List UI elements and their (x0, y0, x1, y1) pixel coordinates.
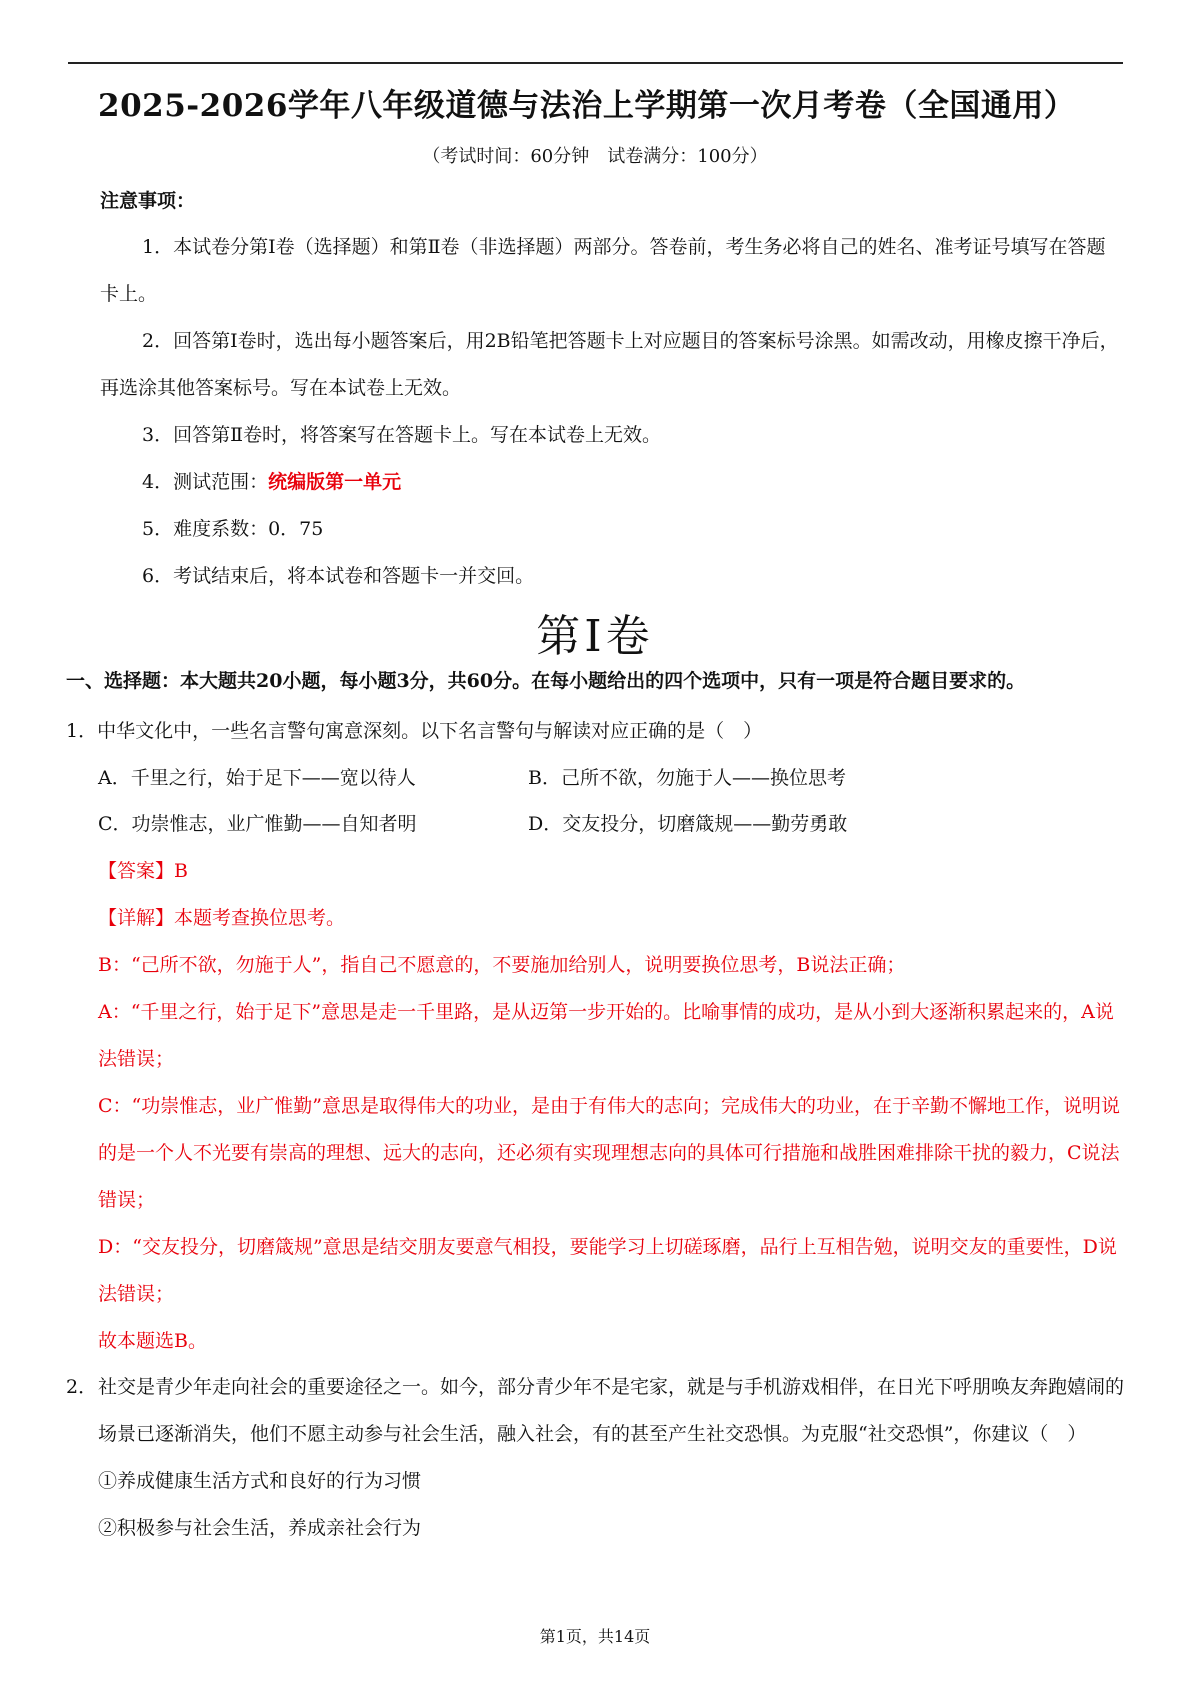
volume-heading: 第Ⅰ卷 (536, 611, 654, 662)
note-item: 6．考试结束后，将本试卷和答题卡一并交回。 (142, 565, 535, 587)
note-item: 5．难度系数：0．75 (142, 518, 324, 540)
scope-value: 统编版第一单元 (268, 471, 402, 493)
note-item: 2．回答第Ⅰ卷时，选出每小题答案后，用2B铅笔把答题卡上对应题目的答案标号涂黑。如需改动，用橡皮擦干净后，再选涂其他答案标号。写在本试卷上无效。 (100, 330, 1119, 399)
note-item: 1．本试卷分第Ⅰ卷（选择题）和第Ⅱ卷（非选择题）两部分。答卷前，考生务必将自己的姓名、准考证号填写在答题卡上。 (100, 236, 1106, 305)
page-footer: 第1页，共14页 (539, 1627, 651, 1646)
explanation-a: A：“千里之行，始于足下”意思是走一千里路，是从迈第一步开始的。比喻事情的成功，是从小到大逐渐积累起来的，A说法错误； (98, 1001, 1114, 1070)
note-item-scope (100, 459, 1123, 506)
explanation-c: C：“功崇惟志，业广惟勤”意思是取得伟大的功业，是由于有伟大的志向；完成伟大的功业，在于辛勤不懈地工作，说明说的是一个人不光要有崇高的理想、远大的志向，还必须有实现理想志向的具体可行措施和战胜困难排除干扰的毅力，C说法错误； (98, 1095, 1120, 1211)
question-1-stem: 1．中华文化中，一些名言警句寓意深刻。以下名言警句与解读对应正确的是（ ） (66, 720, 763, 742)
question-2 (66, 1364, 1126, 1552)
note-item: 3．回答第Ⅱ卷时，将答案写在答题卡上。写在本试卷上无效。 (142, 424, 662, 446)
option-b: B．己所不欲，勿施于人——换位思考 (528, 767, 846, 789)
answer-line: 【答案】B (98, 860, 188, 882)
top-rule (68, 62, 1123, 64)
explanation-b: B：“己所不欲，勿施于人”，指自己不愿意的，不要施加给别人，说明要换位思考，B说法正确； (98, 954, 906, 976)
question-2-number: 2． (66, 1376, 98, 1398)
scope-label: 4．测试范围： (142, 471, 269, 493)
choice-1: ①养成健康生活方式和良好的行为习惯 (98, 1470, 422, 1492)
option-d: D．交友投分，切磨箴规——勤劳勇敢 (528, 813, 848, 835)
page-title: 2025-2026学年八年级道德与法治上学期第一次月考卷（全国通用） (98, 88, 1076, 124)
exam-info: （考试时间：60分钟 试卷满分：100分） (422, 146, 768, 167)
notes-list (100, 224, 1123, 600)
question-1-options-row1 (98, 755, 1098, 802)
option-c: C．功崇惟志，业广惟勤——自知者明 (98, 813, 417, 835)
option-a: A．千里之行，始于足下——宽以待人 (98, 767, 416, 789)
explanation-d: D：“交友投分，切磨箴规”意思是结交朋友要意气相投，要能学习上切磋琢磨，品行上互相告勉，说明交友的重要性，D说法错误； (98, 1236, 1117, 1305)
section-heading: 一、选择题：本大题共20小题，每小题3分，共60分。在每小题给出的四个选项中，只有一项是符合题目要求的。 (66, 670, 1026, 692)
detail-line: 【详解】本题考查换位思考。 (98, 907, 346, 929)
question-2-stem: 社交是青少年走向社会的重要途径之一。如今，部分青少年不是宅家，就是与手机游戏相伴，在日光下呼朋唤友奔跑嬉闹的场景已逐渐消失，他们不愿主动参与社会生活，融入社会，有的甚至产生社交恐惧。为克服“社交恐惧”，你建议（ ） (98, 1376, 1125, 1445)
choice-2: ②积极参与社会生活，养成亲社会行为 (98, 1517, 422, 1539)
explanation-conclusion: 故本题选B。 (98, 1330, 207, 1352)
question-1-options-row2 (98, 801, 1098, 848)
question-1-answer-block (98, 848, 1123, 1365)
notes-heading: 注意事项： (100, 190, 196, 212)
